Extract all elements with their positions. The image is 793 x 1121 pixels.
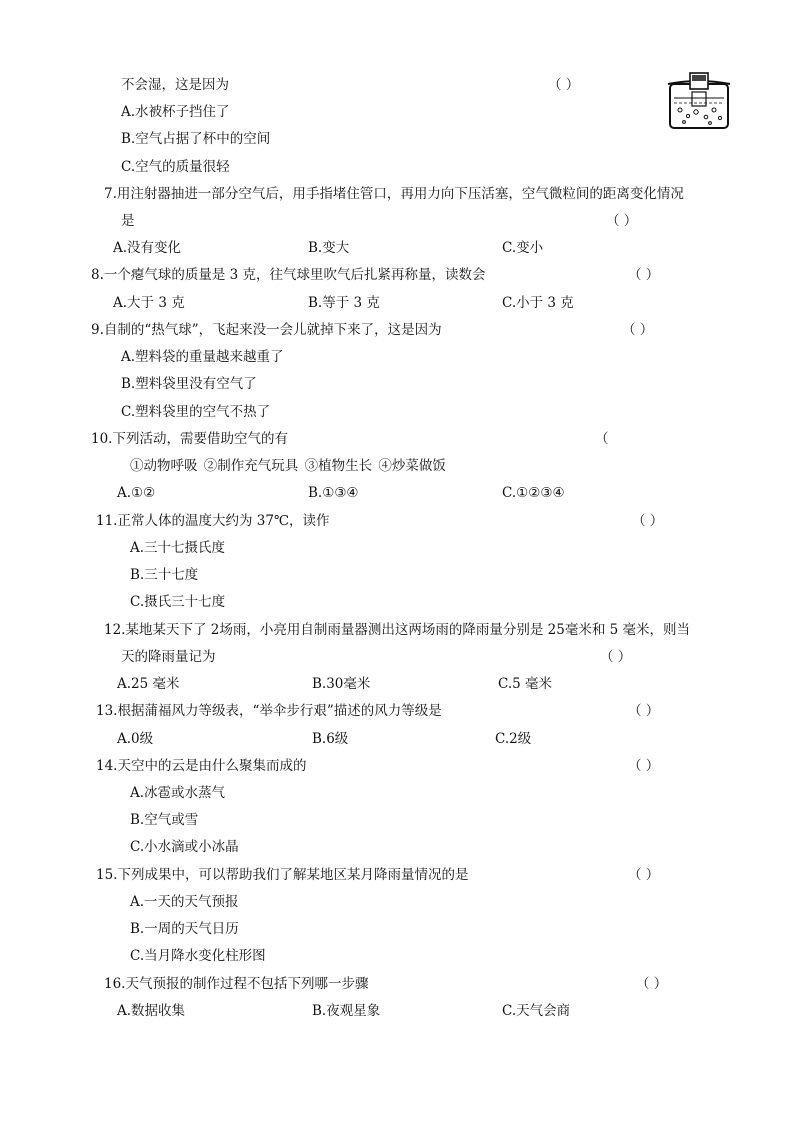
q7-stem-line2: 是 [121,213,135,229]
q6-option-c: C.空气的质量很轻 [121,159,230,175]
q16-stem: 16.天气预报的制作过程不包括下列哪一步骤 [104,976,369,992]
q7-stem-line1: 7.用注射器抽进一部分空气后，用手指堵住管口，再用力向下压活塞，空气微粒间的距离变化情况 [104,186,684,202]
q11-option-c: C.摄氏三十七度 [130,594,226,610]
q8-option-b: B.等于 3 克 [308,295,380,311]
q10-option-c: C.①②③④ [502,485,565,501]
q14-answer-paren[interactable]: （ ） [628,758,660,774]
q14-option-c: C.小水滴或小冰晶 [130,839,239,855]
q10-answer-paren[interactable]: （ [595,431,609,447]
q11-option-a: A.三十七摄氏度 [130,540,226,556]
q9-option-a: A.塑料袋的重量越来越重了 [121,349,284,365]
q13-option-b: B.6级 [312,731,349,747]
q10-option-a: A.①② [117,485,156,501]
q12-stem-line2: 天的降雨量记为 [121,649,216,665]
q7-answer-paren[interactable]: （ ） [606,213,638,229]
q13-stem: 13.根据蒲福风力等级表，“举伞步行艰”描述的风力等级是 [96,703,442,719]
q11-answer-paren[interactable]: （ ） [632,513,664,529]
q16-answer-paren[interactable]: （ ） [636,976,668,992]
q8-stem: 8.一个瘪气球的质量是 3 克，往气球里吹气后扎紧再称量，读数会 [91,267,486,283]
q12-option-a: A.25 毫米 [117,676,180,692]
q14-stem: 14.天空中的云是由什么聚集而成的 [96,758,307,774]
q16-option-b: B.夜观星象 [312,1003,381,1019]
q6-stem: 不会湿，这是因为 [121,77,229,93]
q7-option-b: B.变大 [308,240,350,256]
q12-option-b: B.30毫米 [312,676,371,692]
q16-option-c: C.天气会商 [502,1003,571,1019]
q9-option-b: B.塑料袋里没有空气了 [121,376,257,392]
q10-items: ①动物呼吸 ②制作充气玩具 ③植物生长 ④炒菜做饭 [130,458,446,474]
q14-option-a: A.冰雹或水蒸气 [130,785,226,801]
q15-option-b: B.一周的天气日历 [130,921,239,937]
q15-option-a: A.一天的天气预报 [130,894,239,910]
q12-stem-line1: 12.某地某天下了 2场雨，小亮用自制雨量器测出这两场雨的降雨量分别是 25毫米和 5 毫米，则当 [104,622,690,638]
q15-option-c: C.当月降水变化柱形图 [130,948,266,964]
q7-option-a: A.没有变化 [113,240,182,256]
q11-option-b: B.三十七度 [130,567,199,583]
beaker-illustration [666,70,732,132]
q12-answer-paren[interactable]: （ ） [600,649,632,665]
q13-answer-paren[interactable]: （ ） [628,703,660,719]
q15-stem: 15.下列成果中，可以帮助我们了解某地区某月降雨量情况的是 [96,867,469,883]
q16-option-a: A.数据收集 [117,1003,186,1019]
q9-option-c: C.塑料袋里的空气不热了 [121,404,271,420]
q8-option-a: A.大于 3 克 [113,295,185,311]
q6-option-a: A.水被杯子挡住了 [121,104,230,120]
q13-option-c: C.2级 [495,731,532,747]
q14-option-b: B.空气或雪 [130,812,199,828]
q10-stem: 10.下列活动，需要借助空气的有 [91,431,288,447]
q8-option-c: C.小于 3 克 [502,295,574,311]
q9-stem: 9.自制的“热气球”，飞起来没一会儿就掉下来了，这是因为 [91,322,442,338]
q11-stem: 11.正常人体的温度大约为 37℃，读作 [96,513,330,529]
q6-answer-paren[interactable]: （ ） [548,77,580,93]
q6-option-b: B.空气占据了杯中的空间 [121,131,271,147]
q9-answer-paren[interactable]: （ ） [622,322,654,338]
q12-option-c: C.5 毫米 [498,676,553,692]
q7-option-c: C.变小 [502,240,544,256]
q10-option-b: B.①③④ [308,485,359,501]
q15-answer-paren[interactable]: （ ） [628,867,660,883]
q13-option-a: A.0级 [117,731,154,747]
q8-answer-paren[interactable]: （ ） [628,267,660,283]
